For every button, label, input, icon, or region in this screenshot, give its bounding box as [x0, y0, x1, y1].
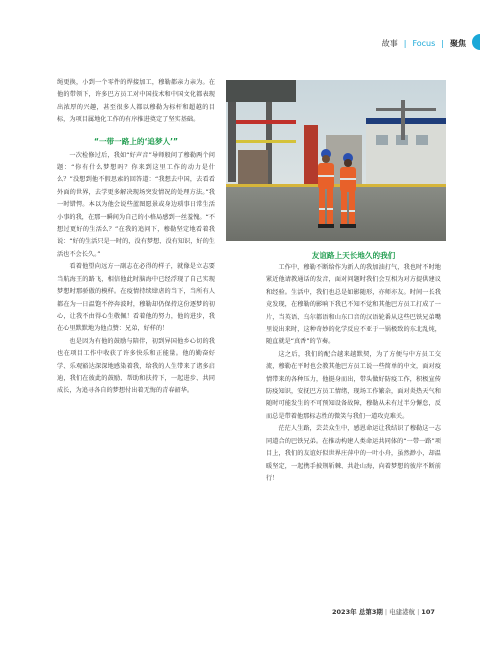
page-header — [382, 38, 466, 49]
section-heading: 友谊路上天长地久的我们 — [311, 251, 396, 260]
header-divider: | — [403, 39, 407, 48]
paragraph: 这之后，我们的配合越来越默契，为了方便与中方员工交流，穆勒在平时也会教其他巴方员工说一些简单的中文，面对疫情带来的各种压力，他挺身而出，带头做好防疫工作，积极宣传防疫知识，安抚巴方员工情绪，现场工作繁杂，面对炎热天气和随时可能发生的不可预知设备故障，穆勒从未有过半分懈怠，反而总是带着他那标志性的微笑与我们一道攻克难关。 — [266, 350, 441, 420]
article-photo — [226, 80, 446, 241]
section-heading: “一带一路上的‘追梦人’” — [93, 136, 179, 146]
paragraph: 绳更换，小到一个零件的焊接加工，穆勒都亲力亲为。在他的带领下，许多巴方员工对中国技术和中国文化都表现出浓厚的兴趣，甚至很多人都以穆勒为标杆和超越的目标，为项目属地化工作的有序推进奠定了坚实基础。 — [57, 79, 215, 124]
header-divider: | — [441, 39, 444, 48]
left-column — [57, 77, 215, 398]
right-column — [266, 251, 441, 485]
section-tab-marker — [472, 34, 480, 50]
subsection-label-cn: 聚焦 — [450, 39, 466, 48]
page-footer: 2023年 总第3期 | 电建港航 | 107 — [332, 608, 435, 616]
paragraph: 工作中，穆勒不断给作为新人的我加油打气，我也时不时地紧近他请教通话的发音，面对问题时我们会互相为对方提供建议和经验。生活中，我们也总是如影随形，亦师亦友。时间一长我竟发现，在穆勒的影响下我已不知不觉和其他巴方员工打成了一片，当英语、乌尔都语和山东口音的汉语轮番从这些巴铁兄弟嘴里说出来时，这种奇妙的化学反应不亚于一锅极致的东北乱炖，随直就是“真香”的节奏。 — [266, 264, 441, 346]
page-number: 107 — [421, 608, 435, 616]
issue-label: 2023年 总第3期 — [332, 608, 383, 616]
paragraph: 看着他望向远方一副志在必得的样子，就像是立志要当航海王的路飞，相信他此时脑海中已经浮现了自己实现梦想时那骄傲的模样。在疫情持续肆虐的当下，当所有人都在为一日温饱不停奔波时，穆勒却仍保持这份逐梦的初心，让我不由得心生敬佩！看着他的努力，他的进步，我在心里默默地为他点赞：兄弟，好样的！ — [57, 263, 215, 333]
magazine-name: 电建港航 — [389, 608, 416, 616]
section-label-en: Focus — [412, 39, 436, 48]
paragraph: 茫茫人生路，芸芸众生中，感恩命运让我结识了穆勒这一志同道合的巴铁兄弟。在推动构建人类命运共同体的“一带一路”项目上，我们的友谊好似世界庄萍中的一叶小舟，虽然渺小，却温暖坚定，一起携手披荆斩棘、共赴山海，向着梦想的彼岸不断前行！ — [266, 425, 441, 482]
paragraph: 一次检修过后，我如“好声音”导师般问了穆勒两个问题：“你有什么梦想吗？你来到这里工作的动力是什么？”没想到他不假思索的回答道：“我想去中国，去看看外面的世界，去学更多解决现场突发情况的处理方法。”我一时错愕。本以为他会说些蓝图愿景或身边琐事日常生活小事的我，在那一瞬间为自己的小格局感到一丝羞愧。“不想过更好的生活么？”在我的追问下，穆勒坚定地看着我说：“好的生活只是一时的，没有梦想、没有知识，好的生活也不会长久。” — [57, 151, 215, 258]
section-label-cn: 故事 — [381, 39, 398, 48]
paragraph: 也是因为有他的鼓励与陪伴，初到异国他乡心切的我也在项目工作中收获了许多快乐和正能量。他的勤奋好学、乐观豁达深深地感染着我，给我的人生带来了诸多启迪，我们在彼此的鼓励、帮助和扶持下，一起进步、共同成长，为追寻各自的梦想付出着无悔的青春韶华。 — [57, 337, 215, 395]
